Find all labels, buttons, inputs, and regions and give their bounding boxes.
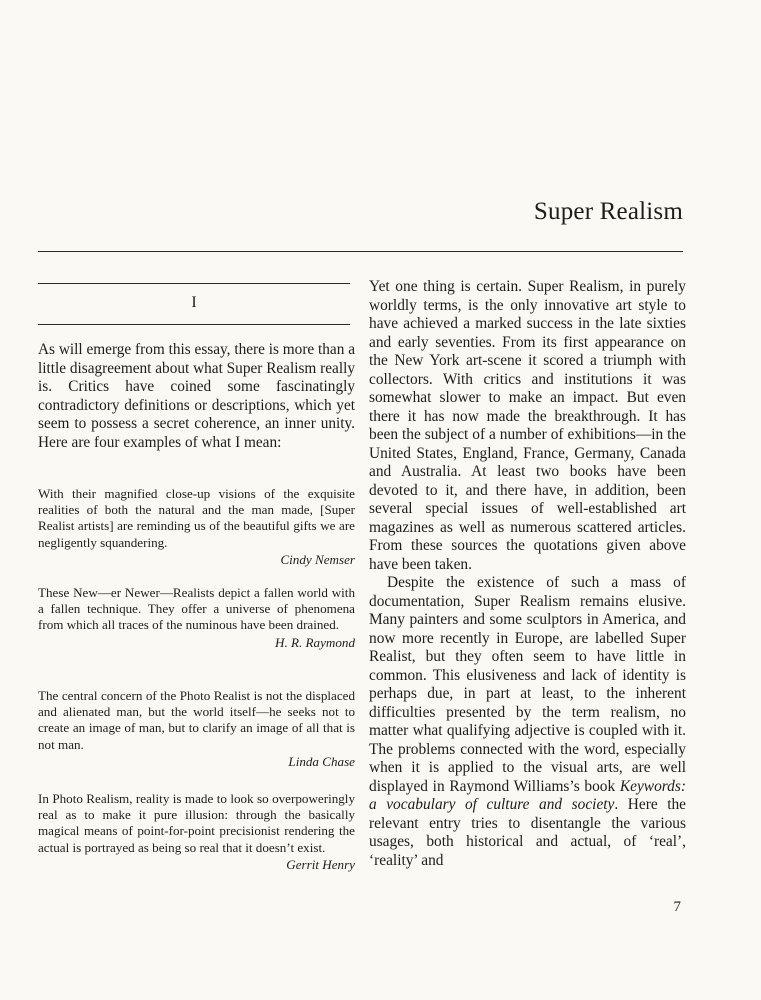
section-rule-top	[38, 283, 350, 284]
body-paragraph	[369, 574, 686, 870]
quote-author: Cindy Nemser	[280, 551, 355, 567]
left-column	[38, 283, 355, 872]
right-column	[369, 278, 686, 870]
quote-block	[38, 486, 355, 568]
section-rule-bottom	[38, 324, 350, 325]
body-text: . Here the relevant entry tries to disentangle the various usages, both historical and actual, of ‘real’, ‘reality’ and	[369, 796, 686, 869]
quote-block	[38, 585, 355, 651]
title-rule	[38, 251, 683, 252]
quote-author: H. R. Raymond	[274, 634, 355, 650]
page-number: 7	[673, 899, 681, 915]
quote-text: These New—er Newer—Realists depict a fallen world with a fallen technique. They offer a universe of phenomena from which all traces of the numinous have been drained.	[38, 585, 355, 633]
quote-text: The central concern of the Photo Realist is not the displaced and alienated man, but the world itself—he seeks not to create an image of man, but to clarify an image of all that is not man.	[38, 688, 355, 752]
quote-block	[38, 688, 355, 770]
quote-block	[38, 791, 355, 873]
section-heading	[38, 283, 355, 327]
intro-paragraph: As will emerge from this essay, there is more than a little disagreement about what Super Realism really is. Critics have coined some fascinatingly contradictory definitions or descriptions, which yet seem to possess a secret coherence, an inner unity. Here are four examples of what I mean:	[38, 341, 355, 451]
quote-author: Gerrit Henry	[286, 856, 355, 872]
chapter-title: Super Realism	[533, 198, 683, 225]
book-title: Keywords: a vocabulary of culture and society	[369, 777, 686, 813]
quote-text: With their magnified close-up visions of the exquisite realities of both the natural and the man made, [Super Realist artists] are reminding us of the beautiful gifts we are negligently squandering.	[38, 486, 355, 550]
section-numeral: I	[191, 294, 197, 311]
body-paragraph: Yet one thing is certain. Super Realism, in purely worldly terms, is the only innovative art style to have achieved a marked success in the late sixties and early seventies. From its first appearance on the New York art-scene it scored a triumph with collectors. With critics and institutions it was somewhat slower to make an impact. But even there it has now made the breakthrough. It has been the subject of a number of exhibitions—in the United States, England, France, Germany, Canada and Australia. At least two books have been devoted to it, and there have, in addition, been several special issues of well-established art magazines as well as numerous scattered articles. From these sources the quotations given above have been taken.	[369, 278, 686, 573]
quote-author: Linda Chase	[288, 753, 355, 769]
quote-text: In Photo Realism, reality is made to look so overpoweringly real as to make it pure illusion: through the basically magical means of point-for-point precisionist rendering the actual is portrayed as being so real that it doesn’t exist.	[38, 791, 355, 855]
body-text: Despite the existence of such a mass of documentation, Super Realism remains elusive. Many painters and some sculptors in America, and now more recently in Europe, are labelled Super Realist, but they often seem to have little in common. This elusiveness and lack of identity is perhaps due, in part at least, to the inherent difficulties presented by the term realism, no matter what qualifying adjective is coupled with it. The problems connected with the word, especially when it is applied to the visual arts, are well displayed in Raymond Williams’s book	[369, 574, 686, 795]
